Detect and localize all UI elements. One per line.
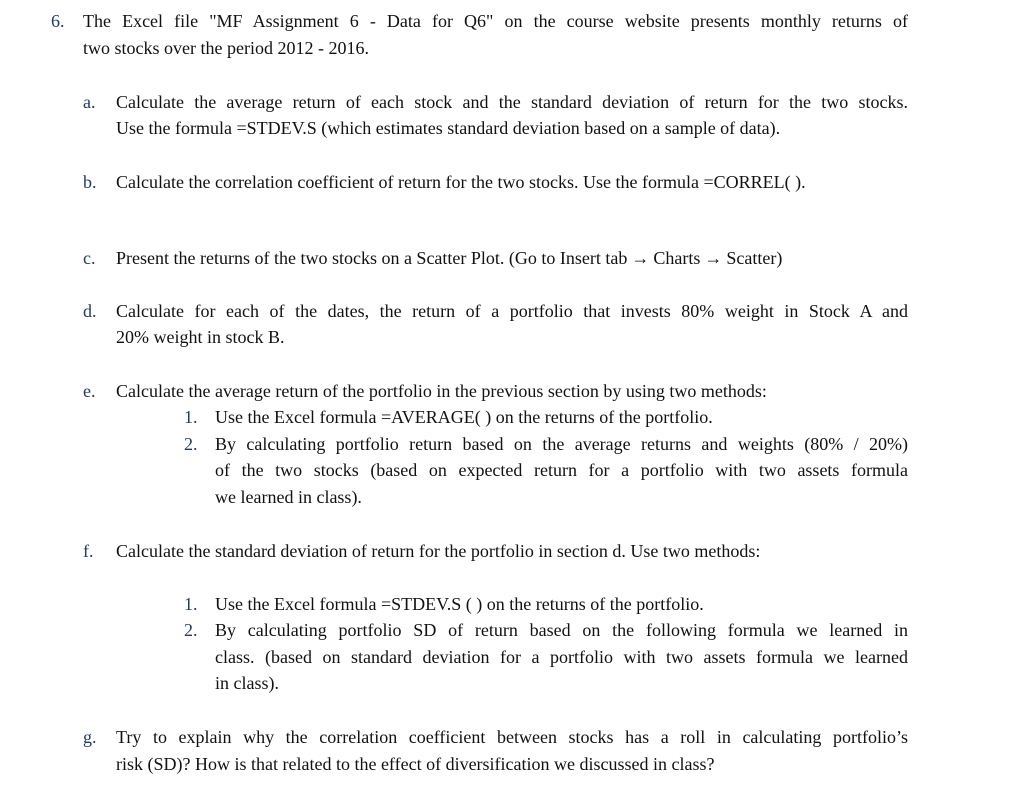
- part-f-item-1-number: 1.: [184, 594, 198, 614]
- arrow-right-icon: →: [704, 248, 723, 268]
- part-e-item-2-line-2: of the two stocks (based on expected return for a portfolio with two assets formula: [215, 460, 908, 480]
- part-f-item-2-number: 2.: [184, 620, 198, 640]
- part-f-item-2-line-2: class. (based on standard deviation for a portfolio with two assets formula we learned: [215, 647, 908, 667]
- question-text-line-1: The Excel file "MF Assignment 6 - Data for Q6" on the course website presents monthly returns of: [83, 11, 908, 31]
- part-f-item-2-line-1: By calculating portfolio SD of return based on the following formula we learned in: [215, 620, 908, 640]
- part-a-line-2: Use the formula =STDEV.S (which estimates standard deviation based on a sample of data).: [116, 118, 781, 138]
- part-e-line-1: Calculate the average return of the portfolio in the previous section by using two methods:: [116, 381, 767, 401]
- part-c-text-3: Scatter): [726, 248, 783, 268]
- part-f-line-1: Calculate the standard deviation of return for the portfolio in section d. Use two methods:: [116, 541, 761, 561]
- part-e-item-2-line-1: By calculating portfolio return based on the average returns and weights (80% / 20%): [215, 434, 908, 454]
- part-g-label: g.: [83, 727, 97, 747]
- part-c-line: [116, 245, 782, 271]
- part-e-item-1-number: 1.: [184, 407, 198, 427]
- part-e-item-2-line-3: we learned in class).: [215, 487, 362, 507]
- part-b-line-1: Calculate the correlation coefficient of return for the two stocks. Use the formula =CORREL( ).: [116, 172, 806, 192]
- part-g-line-2: risk (SD)? How is that related to the effect of diversification we discussed in class?: [116, 754, 715, 774]
- part-b-label: b.: [83, 172, 97, 192]
- part-d-line-1: Calculate for each of the dates, the return of a portfolio that invests 80% weight in Stock A and: [116, 301, 908, 321]
- part-e-label: e.: [83, 381, 96, 401]
- part-a-label: a.: [83, 92, 96, 112]
- part-a-line-1: Calculate the average return of each stock and the standard deviation of return for the two stocks.: [116, 92, 908, 112]
- part-c-text-1: Present the returns of the two stocks on a Scatter Plot. (Go to Insert tab: [116, 248, 628, 268]
- question-number: 6.: [51, 11, 65, 31]
- part-c-text-2: Charts: [653, 248, 701, 268]
- part-d-label: d.: [83, 301, 97, 321]
- part-g-line-1: Try to explain why the correlation coefficient between stocks has a roll in calculating portfolio’s: [116, 727, 908, 747]
- part-d-line-2: 20% weight in stock B.: [116, 327, 285, 347]
- part-f-item-2-line-3: in class).: [215, 673, 279, 693]
- part-e-item-2-number: 2.: [184, 434, 198, 454]
- part-e-item-1-line-1: Use the Excel formula =AVERAGE( ) on the returns of the portfolio.: [215, 407, 713, 427]
- arrow-right-icon: →: [631, 248, 650, 268]
- part-f-item-1-line-1: Use the Excel formula =STDEV.S ( ) on the returns of the portfolio.: [215, 594, 704, 614]
- question-text-line-2: two stocks over the period 2012 - 2016.: [83, 38, 369, 58]
- part-c-label: c.: [83, 248, 96, 268]
- part-f-label: f.: [83, 541, 94, 561]
